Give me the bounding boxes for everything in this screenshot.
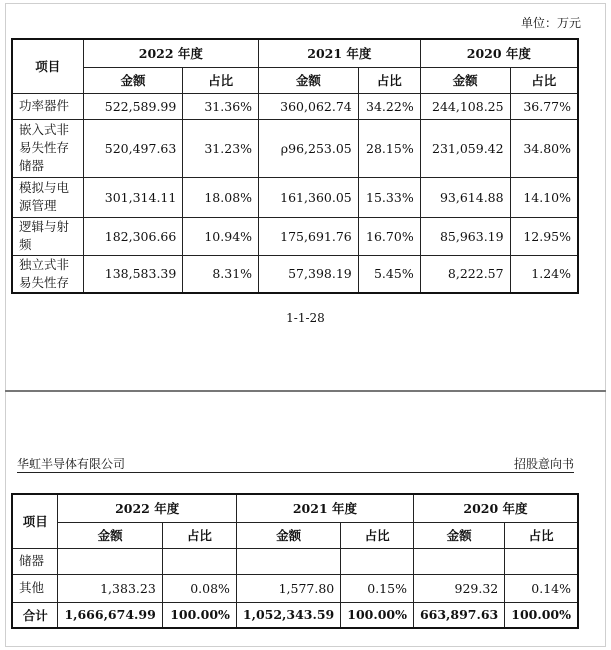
header-amount: 金额 [58,522,162,548]
row-label: 储器 [12,548,58,574]
cell-amount-2020: 85,963.19 [420,217,510,255]
header-rule [17,472,574,473]
header-item: 项目 [12,494,58,548]
revenue-table-top [11,38,579,294]
row-label: 模拟与电源管理 [12,177,83,217]
total-ratio-2021: 100.00% [341,602,414,628]
page-number: 1-1-28 [286,311,325,325]
cell-amount-2020: 8,222.57 [420,255,510,293]
cell-ratio-2020: 1.24% [510,255,578,293]
cell-amount-2020 [413,548,504,574]
cell-ratio-2020: 14.10% [510,177,578,217]
cell-amount-2021: 360,062.74 [259,93,359,119]
cell-amount-2021: 161,360.05 [259,177,359,217]
page-divider [5,390,606,392]
header-amount: 金额 [413,522,504,548]
cell-amount-2021: 1,577.80 [236,574,340,602]
cell-amount-2022: 520,497.63 [83,119,183,177]
header-year-2022: 2022 年度 [83,39,258,67]
cell-amount-2022: 138,583.39 [83,255,183,293]
total-label: 合计 [12,602,58,628]
total-amount-2021: 1,052,343.59 [236,602,340,628]
cell-amount-2021: 57,398.19 [259,255,359,293]
total-amount-2020: 663,897.63 [413,602,504,628]
cell-amount-2020: 929.32 [413,574,504,602]
cell-amount-2022: 182,306.66 [83,217,183,255]
cell-ratio-2022: 31.23% [183,119,259,177]
header-amount: 金额 [83,67,183,93]
cell-ratio-2022: 10.94% [183,217,259,255]
row-label: 嵌入式非易失性存储器 [12,119,83,177]
cell-ratio-2022: 0.08% [162,574,236,602]
cell-amount-2022 [58,548,162,574]
header-amount: 金额 [236,522,340,548]
unit-label: 单位：万元 [520,16,581,30]
header-ratio: 占比 [183,67,259,93]
cell-ratio-2021: 16.70% [358,217,420,255]
document-title: 招股意向书 [513,457,574,471]
cell-ratio-2022: 8.31% [183,255,259,293]
header-amount: 金额 [259,67,359,93]
header-year-2021: 2021 年度 [236,494,413,522]
cell-ratio-2020: 34.80% [510,119,578,177]
revenue-table-continued [11,493,579,629]
header-ratio: 占比 [505,522,578,548]
cell-ratio-2021: 5.45% [358,255,420,293]
cell-ratio-2020 [505,548,578,574]
row-label: 逻辑与射频 [12,217,83,255]
cell-amount-2021: ρ96,253.05 [259,119,359,177]
cell-ratio-2020: 12.95% [510,217,578,255]
header-year-2020: 2020 年度 [413,494,578,522]
header-item: 项目 [12,39,83,93]
row-label: 功率器件 [12,93,83,119]
row-label: 其他 [12,574,58,602]
header-amount: 金额 [420,67,510,93]
total-ratio-2022: 100.00% [162,602,236,628]
header-ratio: 占比 [358,67,420,93]
total-ratio-2020: 100.00% [505,602,578,628]
cell-amount-2020: 93,614.88 [420,177,510,217]
cell-amount-2021: 175,691.76 [259,217,359,255]
cell-ratio-2021: 0.15% [341,574,414,602]
header-year-2021: 2021 年度 [259,39,421,67]
cell-ratio-2020: 0.14% [505,574,578,602]
row-label: 独立式非易失性存 [12,255,83,293]
cell-ratio-2021 [341,548,414,574]
cell-amount-2022: 1,383.23 [58,574,162,602]
cell-amount-2021 [236,548,340,574]
header-ratio: 占比 [510,67,578,93]
header-ratio: 占比 [162,522,236,548]
cell-ratio-2021: 15.33% [358,177,420,217]
cell-ratio-2020: 36.77% [510,93,578,119]
company-name: 华虹半导体有限公司 [17,457,126,471]
cell-ratio-2021: 34.22% [358,93,420,119]
cell-ratio-2022: 18.08% [183,177,259,217]
header-year-2022: 2022 年度 [58,494,236,522]
cell-ratio-2022 [162,548,236,574]
cell-amount-2020: 244,108.25 [420,93,510,119]
cell-amount-2022: 522,589.99 [83,93,183,119]
header-year-2020: 2020 年度 [420,39,578,67]
cell-amount-2022: 301,314.11 [83,177,183,217]
total-amount-2022: 1,666,674.99 [58,602,162,628]
cell-ratio-2022: 31.36% [183,93,259,119]
header-ratio: 占比 [341,522,414,548]
cell-amount-2020: 231,059.42 [420,119,510,177]
cell-ratio-2021: 28.15% [358,119,420,177]
